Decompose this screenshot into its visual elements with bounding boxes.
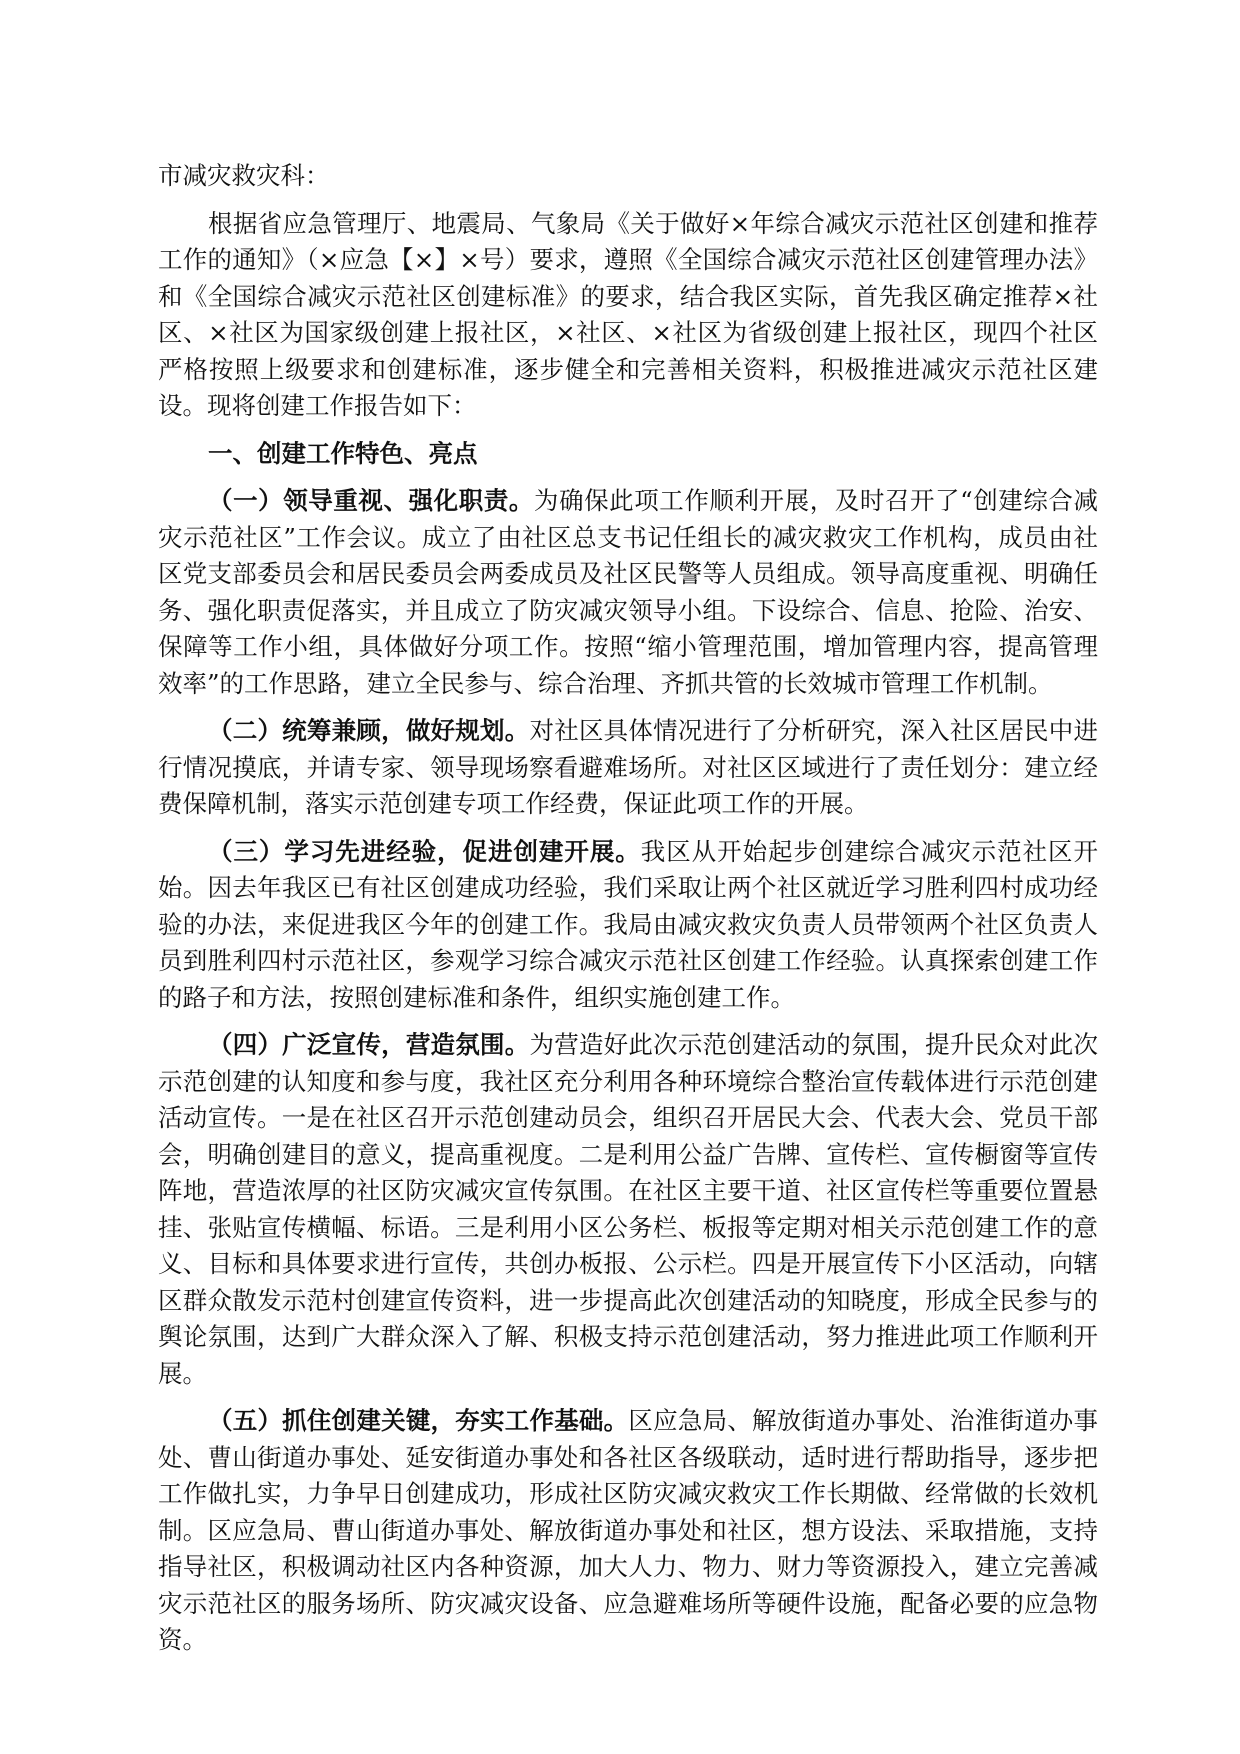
- item-text: 对社区具体情况进行了分析研究，深入社区居民中进行情况摸底，并请专家、领导现场察看避难场所。对社区区域进行了责任划分：建立经费保障机制，落实示范创建专项工作经费，保证此项工作的开展。: [158, 716, 1099, 818]
- item-text: 为确保此项工作顺利开展，及时召开了“创建综合减灾示范社区”工作会议。成立了由社区总支书记任组长的减灾救灾工作机构，成员由社区党支部委员会和居民委员会两委成员及社区民警等人员组成。领导高度重视、明确任务、强化职责促落实，并且成立了防灾减灾领导小组。下设综合、信息、抢险、治安、保障等工作小组，具体做好分项工作。按照“缩小管理范围，增加管理内容，提高管理效率”的工作思路，建立全民参与、综合治理、齐抓共管的长效城市管理工作机制。: [158, 486, 1098, 698]
- item-paragraph-1: [158, 483, 1098, 702]
- salutation: 市减灾救灾科：: [158, 161, 330, 190]
- item-text: 区应急局、解放街道办事处、治淮街道办事处、曹山街道办事处、延安街道办事处和各社区各级联动，适时进行帮助指导，逐步把工作做扎实，力争早日创建成功，形成社区防灾减灾救灾工作长期做、经常做的长效机制。区应急局、曹山街道办事处、解放街道办事处和社区，想方设法、采取措施，支持指导社区，积极调动社区内各种资源，加大人力、物力、财力等资源投入，建立完善减灾示范社区的服务场所、防灾减灾设备、应急避难场所等硬件设施，配备必要的应急物资。: [158, 1406, 1099, 1654]
- item-lead: （四）广泛宣传，营造氛围。: [208, 1030, 530, 1059]
- item-lead: （二）统筹兼顾，做好规划。: [208, 716, 530, 745]
- intro-paragraph: 根据省应急管理厅、地震局、气象局《关于做好×年综合减灾示范社区创建和推荐工作的通知》（×应急【×】×号）要求，遵照《全国综合减灾示范社区创建管理办法》和《全国综合减灾示范社区创建标准》的要求，结合我区实际，首先我区确定推荐×社区、×社区为国家级创建上报社区，×社区、×社区为省级创建上报社区，现四个社区严格按照上级要求和创建标准，逐步健全和完善相关资料，积极推进减灾示范社区建设。现将创建工作报告如下：: [158, 208, 1098, 420]
- document-body: [158, 158, 1098, 1670]
- item-paragraph-2: [158, 713, 1098, 823]
- section-heading: 一、创建工作特色、亮点: [208, 438, 478, 468]
- item-lead: （三）学习先进经验，促进创建开展。: [208, 836, 641, 866]
- item-text: 我区从开始起步创建综合减灾示范社区开始。因去年我区已有社区创建成功经验，我们采取让两个社区就近学习胜利四村成功经验的办法，来促进我区今年的创建工作。我局由减灾救灾负责人员带领两个社区负责人员到胜利四村示范社区，参观学习综合减灾示范社区创建工作经验。认真探索创建工作的路子和方法，按照创建标准和条件，组织实施创建工作。: [158, 836, 1098, 1012]
- item-lead: （五）抓住创建关键，夯实工作基础。: [208, 1406, 629, 1435]
- item-text: 为营造好此次示范创建活动的氛围，提升民众对此次示范创建的认知度和参与度，我社区充分利用各种环境综合整治宣传载体进行示范创建活动宣传。一是在社区召开示范创建动员会，组织召开居民大会、代表大会、党员干部会，明确创建目的意义，提高重视度。二是利用公益广告牌、宣传栏、宣传橱窗等宣传阵地，营造浓厚的社区防灾减灾宣传氛围。在社区主要干道、社区宣传栏等重要位置悬挂、张贴宣传横幅、标语。三是利用小区公务栏、板报等定期对相关示范创建工作的意义、目标和具体要求进行宣传，共创办板报、公示栏。四是开展宣传下小区活动，向辖区群众散发示范村创建宣传资料，进一步提高此次创建活动的知晓度，形成全民参与的舆论氛围，达到广大群众深入了解、积极支持示范创建活动，努力推进此项工作顺利开展。: [158, 1030, 1099, 1388]
- item-paragraph-3: [158, 834, 1098, 1017]
- item-paragraph-4: [158, 1027, 1098, 1392]
- item-paragraph-5: [158, 1403, 1098, 1659]
- item-lead: （一）领导重视、强化职责。: [208, 486, 534, 515]
